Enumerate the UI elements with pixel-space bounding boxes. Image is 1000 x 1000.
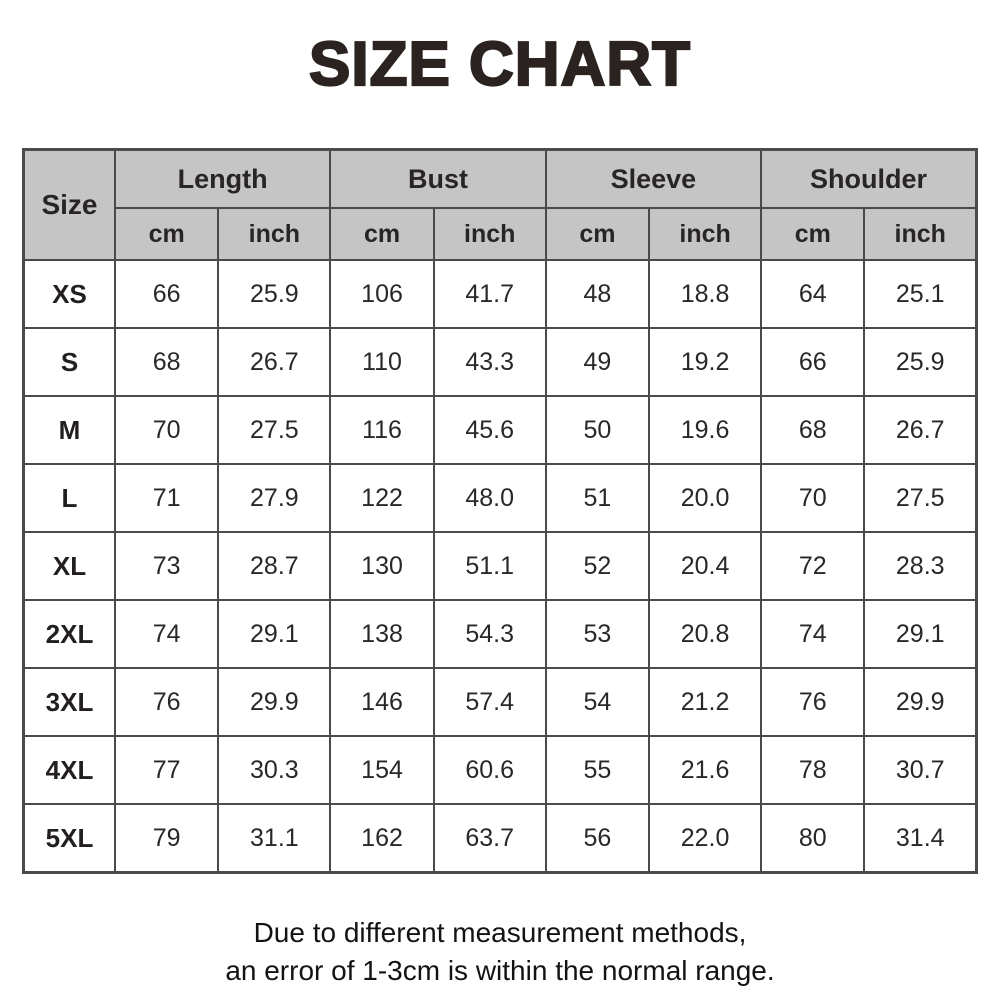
header-bust-cm: cm xyxy=(330,208,433,260)
measurement-cell: 56 xyxy=(546,804,649,873)
measurement-cell: 25.1 xyxy=(864,260,976,328)
measurement-cell: 76 xyxy=(761,668,864,736)
measurement-cell: 106 xyxy=(330,260,433,328)
table-body xyxy=(24,260,977,873)
measurement-cell: 29.9 xyxy=(864,668,976,736)
size-cell: 4XL xyxy=(24,736,115,804)
measurement-cell: 68 xyxy=(761,396,864,464)
measurement-cell: 70 xyxy=(761,464,864,532)
table-row-s xyxy=(24,328,977,396)
measurement-cell: 122 xyxy=(330,464,433,532)
size-cell: 3XL xyxy=(24,668,115,736)
measurement-cell: 28.3 xyxy=(864,532,976,600)
disclaimer-line-1: Due to different measurement methods, xyxy=(253,917,747,948)
size-cell: XL xyxy=(24,532,115,600)
measurement-cell: 20.4 xyxy=(649,532,761,600)
measurement-cell: 29.9 xyxy=(218,668,330,736)
measurement-cell: 26.7 xyxy=(864,396,976,464)
size-chart-table xyxy=(22,148,978,874)
measurement-cell: 77 xyxy=(115,736,218,804)
header-shoulder-cm: cm xyxy=(761,208,864,260)
table-row-5xl xyxy=(24,804,977,873)
measurement-cell: 74 xyxy=(761,600,864,668)
measurement-cell: 138 xyxy=(330,600,433,668)
table-row-l xyxy=(24,464,977,532)
measurement-cell: 162 xyxy=(330,804,433,873)
measurement-cell: 79 xyxy=(115,804,218,873)
header-size: Size xyxy=(24,150,115,261)
measurement-cell: 21.6 xyxy=(649,736,761,804)
measurement-cell: 53 xyxy=(546,600,649,668)
measurement-cell: 66 xyxy=(115,260,218,328)
measurement-cell: 43.3 xyxy=(434,328,546,396)
table-row-m xyxy=(24,396,977,464)
measurement-cell: 29.1 xyxy=(218,600,330,668)
measurement-cell: 72 xyxy=(761,532,864,600)
measurement-cell: 68 xyxy=(115,328,218,396)
unit-header-row xyxy=(24,208,977,260)
measurement-cell: 30.3 xyxy=(218,736,330,804)
size-cell: XS xyxy=(24,260,115,328)
size-cell: M xyxy=(24,396,115,464)
measurement-cell: 66 xyxy=(761,328,864,396)
disclaimer-line-2: an error of 1-3cm is within the normal range. xyxy=(225,955,775,986)
table-row-4xl xyxy=(24,736,977,804)
measurement-cell: 51.1 xyxy=(434,532,546,600)
page-title: SIZE CHART xyxy=(309,30,691,99)
measurement-cell: 116 xyxy=(330,396,433,464)
size-cell: 2XL xyxy=(24,600,115,668)
measurement-cell: 130 xyxy=(330,532,433,600)
header-sleeve-cm: cm xyxy=(546,208,649,260)
measurement-cell: 57.4 xyxy=(434,668,546,736)
measurement-cell: 20.0 xyxy=(649,464,761,532)
measurement-cell: 48 xyxy=(546,260,649,328)
measurement-cell: 26.7 xyxy=(218,328,330,396)
measurement-cell: 25.9 xyxy=(864,328,976,396)
header-bust: Bust xyxy=(330,150,545,209)
table-row-xl xyxy=(24,532,977,600)
measurement-cell: 64 xyxy=(761,260,864,328)
header-shoulder-inch: inch xyxy=(864,208,976,260)
measurement-cell: 80 xyxy=(761,804,864,873)
header-length: Length xyxy=(115,150,330,209)
table-row-xs xyxy=(24,260,977,328)
size-cell: S xyxy=(24,328,115,396)
measurement-cell: 71 xyxy=(115,464,218,532)
measurement-cell: 74 xyxy=(115,600,218,668)
measurement-cell: 63.7 xyxy=(434,804,546,873)
size-cell: L xyxy=(24,464,115,532)
measurement-cell: 21.2 xyxy=(649,668,761,736)
measurement-cell: 19.6 xyxy=(649,396,761,464)
measurement-cell: 110 xyxy=(330,328,433,396)
measurement-cell: 146 xyxy=(330,668,433,736)
table-header xyxy=(24,150,977,261)
header-length-cm: cm xyxy=(115,208,218,260)
table-row-3xl xyxy=(24,668,977,736)
header-length-inch: inch xyxy=(218,208,330,260)
measurement-cell: 25.9 xyxy=(218,260,330,328)
group-header-row xyxy=(24,150,977,209)
header-sleeve: Sleeve xyxy=(546,150,761,209)
measurement-cell: 49 xyxy=(546,328,649,396)
measurement-cell: 78 xyxy=(761,736,864,804)
measurement-cell: 27.5 xyxy=(864,464,976,532)
measurement-cell: 50 xyxy=(546,396,649,464)
measurement-disclaimer xyxy=(0,914,1000,990)
header-bust-inch: inch xyxy=(434,208,546,260)
measurement-cell: 41.7 xyxy=(434,260,546,328)
measurement-cell: 19.2 xyxy=(649,328,761,396)
measurement-cell: 18.8 xyxy=(649,260,761,328)
table-row-2xl xyxy=(24,600,977,668)
measurement-cell: 29.1 xyxy=(864,600,976,668)
measurement-cell: 154 xyxy=(330,736,433,804)
header-shoulder: Shoulder xyxy=(761,150,976,209)
measurement-cell: 27.9 xyxy=(218,464,330,532)
measurement-cell: 54.3 xyxy=(434,600,546,668)
measurement-cell: 31.1 xyxy=(218,804,330,873)
measurement-cell: 31.4 xyxy=(864,804,976,873)
measurement-cell: 20.8 xyxy=(649,600,761,668)
measurement-cell: 60.6 xyxy=(434,736,546,804)
measurement-cell: 52 xyxy=(546,532,649,600)
measurement-cell: 28.7 xyxy=(218,532,330,600)
measurement-cell: 22.0 xyxy=(649,804,761,873)
measurement-cell: 45.6 xyxy=(434,396,546,464)
measurement-cell: 73 xyxy=(115,532,218,600)
size-cell: 5XL xyxy=(24,804,115,873)
measurement-cell: 54 xyxy=(546,668,649,736)
measurement-cell: 70 xyxy=(115,396,218,464)
measurement-cell: 51 xyxy=(546,464,649,532)
header-sleeve-inch: inch xyxy=(649,208,761,260)
measurement-cell: 27.5 xyxy=(218,396,330,464)
measurement-cell: 55 xyxy=(546,736,649,804)
measurement-cell: 30.7 xyxy=(864,736,976,804)
measurement-cell: 76 xyxy=(115,668,218,736)
measurement-cell: 48.0 xyxy=(434,464,546,532)
